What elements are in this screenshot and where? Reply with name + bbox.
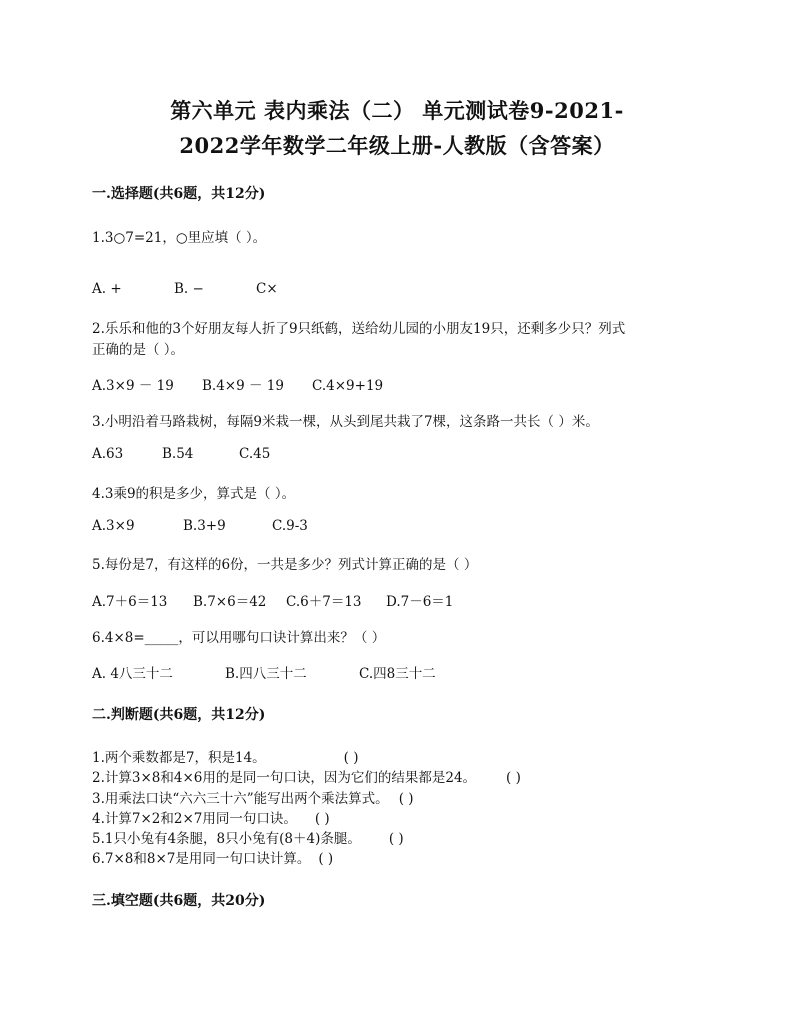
page-title-line-2: 2022学年数学二年级上册-人教版（含答案） — [179, 133, 615, 158]
question-3-options — [92, 446, 270, 462]
option-a: A. + — [92, 281, 122, 297]
judge-item-4 — [92, 807, 330, 827]
option-a: A.3×9 — [92, 518, 135, 534]
question-3-text: 3.小明沿着马路栽树，每隔9米栽一棵，从头到尾共栽了7棵，这条路一共长（ ）米。 — [92, 414, 599, 430]
option-a: A.63 — [92, 446, 124, 462]
judge-item-text: 2.计算3×8和4×6用的是同一句口诀，因为它们的结果都是24。 — [92, 770, 477, 786]
judge-item-5 — [92, 827, 404, 847]
judge-item-text: 6.7×8和8×7是用同一句口诀计算。 — [92, 851, 311, 867]
question-2-options — [92, 374, 383, 394]
option-b: B. − — [174, 281, 204, 297]
option-b: B.7×6＝42 — [193, 594, 267, 610]
question-2-text-line-2: 正确的是（ ）。 — [92, 342, 185, 358]
question-4-options — [92, 518, 308, 534]
answer-paren: ( ) — [398, 791, 414, 807]
option-c: C.9-3 — [272, 518, 308, 534]
option-c: C.6＋7＝13 — [286, 594, 362, 610]
question-4-text: 4.3乘9的积是多少，算式是（ ）。 — [92, 486, 296, 502]
answer-paren: ( ) — [343, 750, 359, 766]
option-b: B.54 — [162, 446, 194, 462]
option-b: B.4×9 － 19 — [202, 378, 284, 394]
option-c: C.4×9+19 — [312, 378, 384, 394]
question-1-text: 1.3○7=21，○里应填（ ）。 — [92, 230, 267, 246]
section-heading-judge: 二.判断题(共6题，共12分) — [92, 707, 266, 723]
question-1-options — [92, 281, 278, 297]
judge-item-text: 1.两个乘数都是7，积是14。 — [92, 750, 266, 766]
question-5-options — [92, 590, 453, 610]
answer-paren: ( ) — [318, 851, 334, 867]
option-b: B.四八三十二 — [225, 666, 307, 682]
question-5-text: 5.每份是7，有这样的6份，一共是多少？列式计算正确的是（ ） — [92, 557, 478, 573]
judge-item-2 — [92, 766, 521, 786]
answer-paren: ( ) — [314, 811, 330, 827]
judge-item-text: 5.1只小兔有4条腿，8只小兔有(8＋4)条腿。 — [92, 831, 361, 847]
judge-item-text: 3.用乘法口诀“六六三十六”能写出两个乘法算式。 — [92, 791, 389, 807]
option-a: A.7＋6＝13 — [92, 594, 168, 610]
page-title-line-1: 第六单元 表内乘法（二） 单元测试卷9-2021- — [170, 98, 624, 123]
judge-item-text: 4.计算7×2和2×7用同一句口诀。 — [92, 811, 297, 827]
question-6-options — [92, 662, 436, 682]
option-c: C× — [256, 281, 278, 297]
section-heading-choice: 一.选择题(共6题，共12分) — [92, 186, 266, 202]
question-6-text: 6.4×8=_____，可以用哪句口诀计算出来？（ ） — [92, 630, 386, 646]
answer-paren: ( ) — [388, 831, 404, 847]
option-d: D.7－6＝1 — [386, 594, 454, 610]
option-c: C.45 — [239, 446, 271, 462]
judge-item-6 — [92, 847, 333, 867]
option-b: B.3+9 — [183, 518, 226, 534]
judge-item-3 — [92, 787, 414, 807]
judge-item-1 — [92, 746, 358, 766]
answer-paren: ( ) — [506, 770, 521, 786]
option-a: A.3×9 － 19 — [92, 378, 174, 394]
question-2-text-line-1: 2.乐乐和他的3个好朋友每人折了9只纸鹤，送给幼儿园的小朋友19只，还剩多少只？列式 — [92, 321, 626, 337]
option-a: A. 4八三十二 — [92, 666, 173, 682]
section-heading-fill: 三.填空题(共6题，共20分) — [92, 893, 266, 909]
option-c: C.四8三十二 — [359, 666, 436, 682]
